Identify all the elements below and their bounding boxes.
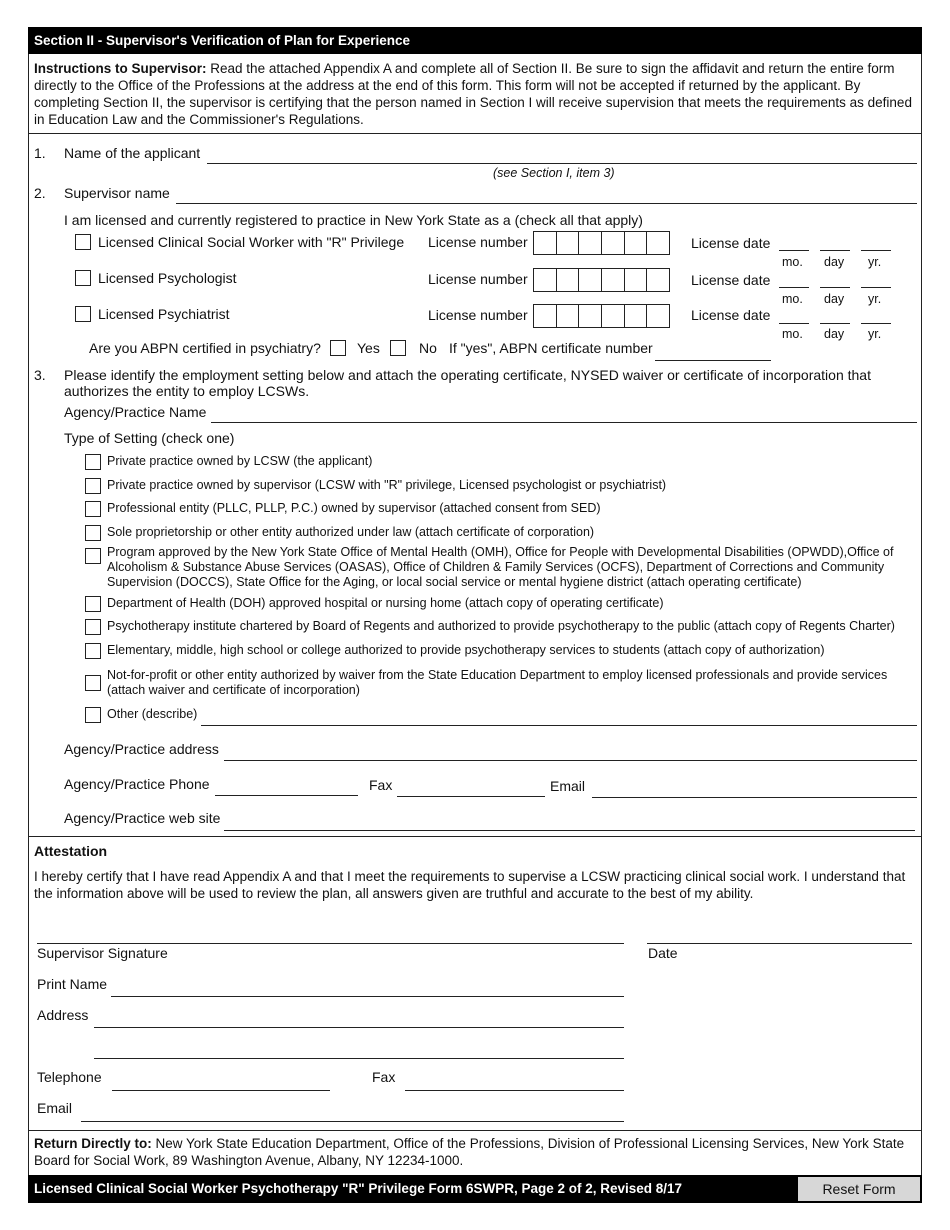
return-label: Return Directly to: (34, 1136, 152, 1151)
item1-number: 1. (34, 145, 46, 161)
abpn-yes-label: Yes (357, 340, 380, 356)
setting-label: Type of Setting (check one) (64, 430, 235, 446)
abpn-yes-checkbox[interactable] (330, 340, 346, 356)
applicant-name-label: Name of the applicant (64, 145, 201, 161)
abpn-number-label: If "yes", ABPN certificate number (449, 340, 653, 356)
setting-label: Other (describe) (107, 707, 198, 721)
license-date-label: License date (691, 235, 771, 251)
license-date-label: License date (691, 307, 771, 323)
lcsw-checkbox[interactable] (75, 234, 91, 250)
agency-phone-field[interactable] (215, 795, 358, 796)
psychologist-label: Licensed Psychologist (98, 270, 237, 286)
item2-number: 2. (34, 185, 46, 201)
psychiatrist-license-number-field[interactable] (533, 304, 670, 328)
license-number-label: License number (428, 307, 528, 323)
setting-label: Department of Health (DOH) approved hospital or nursing home (attach copy of operating certificate) (107, 596, 664, 610)
print-name-label: Print Name (37, 976, 108, 992)
license-number-label: License number (428, 271, 528, 287)
divider (28, 1130, 922, 1131)
setting-checkbox[interactable] (85, 454, 101, 470)
supervisor-name-label: Supervisor name (64, 185, 170, 201)
agency-fax-label: Fax (369, 777, 393, 793)
supervisor-name-field[interactable] (176, 203, 917, 204)
abpn-no-checkbox[interactable] (390, 340, 406, 356)
setting-label: Private practice owned by supervisor (LCSW with "R" privilege, Licensed psychologist or psychiatrist) (107, 478, 667, 492)
agency-address-label: Agency/Practice address (64, 741, 219, 757)
applicant-name-field[interactable] (207, 163, 917, 164)
setting-label: Not-for-profit or other entity authorized by waiver from the State Education Department to employ licensed professionals and provide services (attach waiver and certificate of incorporation) (107, 668, 888, 697)
setting-label: Elementary, middle, high school or college authorized to provide psychotherapy services to students (attach copy of authorization) (107, 643, 825, 657)
setting-label: Program approved by the New York State Office of Mental Health (OMH), Office for People with Developmental Disabilities (OPWDD),Office of Alcoholism & Substance Abuse Services (OASAS), Office of Children & Family Services (OCFS), Department of Corrections and Community Supervision (DOCCS), State Office for the Aging, or local social service or mental hygiene district (attach operating certificate) (107, 545, 894, 589)
licensed-text: I am licensed and currently registered to practice in New York State as a (check all that apply) (64, 212, 643, 228)
divider (28, 836, 922, 837)
license-date-label: License date (691, 272, 771, 288)
signature-date-field[interactable] (647, 943, 912, 944)
agency-address-field[interactable] (224, 760, 917, 761)
instructions (34, 60, 916, 128)
email-label: Email (37, 1100, 73, 1116)
lcsw-date-day-field[interactable] (820, 250, 850, 251)
lcsw-date-yr-field[interactable] (861, 250, 891, 251)
setting-checkbox[interactable] (85, 619, 101, 635)
signature-field[interactable] (37, 943, 624, 944)
email-field[interactable] (81, 1121, 624, 1122)
lcsw-date-mo-field[interactable] (779, 250, 809, 251)
date-yr-label: yr. (868, 292, 882, 306)
date-day-label: day (824, 327, 845, 341)
signature-date-label: Date (648, 945, 678, 961)
fax-label: Fax (372, 1069, 396, 1085)
setting-checkbox[interactable] (85, 675, 101, 691)
date-day-label: day (824, 255, 845, 269)
section-title: Section II - Supervisor's Verification of Plan for Experience (28, 27, 922, 54)
setting-checkbox[interactable] (85, 501, 101, 517)
item3-text-line2: authorizes the entity to employ LCSWs. (64, 383, 310, 399)
reset-form-button[interactable]: Reset Form (798, 1177, 920, 1201)
telephone-label: Telephone (37, 1069, 102, 1085)
setting-label: Sole proprietorship or other entity authorized under law (attach certificate of corporation) (107, 525, 595, 539)
agency-name-field[interactable] (211, 422, 917, 423)
setting-checkbox[interactable] (85, 643, 101, 659)
setting-checkbox[interactable] (85, 525, 101, 541)
applicant-name-note: (see Section I, item 3) (493, 166, 615, 180)
psychologist-checkbox[interactable] (75, 270, 91, 286)
print-name-field[interactable] (111, 996, 624, 997)
psychiatrist-checkbox[interactable] (75, 306, 91, 322)
address-label: Address (37, 1007, 89, 1023)
item3-text-line1: Please identify the employment setting below and attach the operating certificate, NYSED waiver or certificate of incorporation that (64, 367, 871, 383)
other-describe-field[interactable] (201, 725, 917, 726)
item3-number: 3. (34, 367, 46, 383)
psychiatrist-label: Licensed Psychiatrist (98, 306, 230, 322)
address-field-2[interactable] (94, 1058, 624, 1059)
setting-checkbox[interactable] (85, 707, 101, 723)
agency-email-field[interactable] (592, 797, 917, 798)
date-mo-label: mo. (782, 327, 803, 341)
abpn-no-label: No (419, 340, 437, 356)
psychiatrist-date-yr-field[interactable] (861, 323, 891, 324)
setting-label: Professional entity (PLLC, PLLP, P.C.) owned by supervisor (attached consent from SED) (107, 501, 601, 515)
license-number-label: License number (428, 234, 528, 250)
agency-phone-label: Agency/Practice Phone (64, 776, 210, 792)
abpn-number-field[interactable] (655, 360, 771, 361)
date-yr-label: yr. (868, 327, 882, 341)
return-text: New York State Education Department, Office of the Professions, Division of Professional Licensing Services, New York State Board for Social Work, 89 Washington Avenue, Albany, NY 12234-1000. (34, 1136, 905, 1168)
return-address (34, 1135, 916, 1169)
instructions-text: Read the attached Appendix A and complete all of Section II. Be sure to sign the affidavit and return the entire form directly to the Office of the Professions at the address at the end of this form. This form will not be accepted if returned by the applicant. By completing Section II, the supervisor is certifying that the person named in Section I will receive supervision that meets the requirements as defined in Education Law and the Commissioner's Regulations. (34, 61, 912, 127)
psychologist-license-number-field[interactable] (533, 268, 670, 292)
date-day-label: day (824, 292, 845, 306)
date-mo-label: mo. (782, 292, 803, 306)
attestation-title: Attestation (34, 843, 108, 859)
agency-fax-field[interactable] (397, 796, 545, 797)
agency-email-label: Email (550, 778, 586, 794)
divider (28, 133, 922, 134)
telephone-field[interactable] (112, 1090, 330, 1091)
lcsw-license-number-field[interactable] (533, 231, 670, 255)
lcsw-label: Licensed Clinical Social Worker with "R" Privilege (98, 234, 405, 250)
fax-field[interactable] (405, 1090, 624, 1091)
setting-checkbox[interactable] (85, 478, 101, 494)
signature-label: Supervisor Signature (37, 945, 168, 961)
date-mo-label: mo. (782, 255, 803, 269)
psychologist-date-mo-field[interactable] (779, 287, 809, 288)
setting-label: Private practice owned by LCSW (the applicant) (107, 454, 373, 468)
agency-website-label: Agency/Practice web site (64, 810, 221, 826)
setting-checkbox[interactable] (85, 596, 101, 612)
setting-label: Psychotherapy institute chartered by Board of Regents and authorized to provide psychotherapy to the public (attach copy of Regents Charter) (107, 619, 895, 633)
attestation-text: I hereby certify that I have read Appendix A and that I meet the requirements to supervise a LCSW practicing clinical social work. I understand that the information above will be used to review the plan, all answers given are truthful and accurate to the best of my ability. (34, 869, 906, 901)
instructions-label: Instructions to Supervisor: (34, 61, 207, 76)
psychiatrist-date-day-field[interactable] (820, 323, 850, 324)
psychiatrist-date-mo-field[interactable] (779, 323, 809, 324)
psychologist-date-yr-field[interactable] (861, 287, 891, 288)
footer-title: Licensed Clinical Social Worker Psychotherapy "R" Privilege Form 6SWPR, Page 2 of 2, Revised 8/17 (28, 1175, 922, 1203)
setting-checkbox[interactable] (85, 548, 101, 564)
psychologist-date-day-field[interactable] (820, 287, 850, 288)
date-yr-label: yr. (868, 255, 882, 269)
agency-website-field[interactable] (224, 830, 915, 831)
agency-name-label: Agency/Practice Name (64, 404, 207, 420)
address-field-1[interactable] (94, 1027, 624, 1028)
abpn-question: Are you ABPN certified in psychiatry? (89, 340, 321, 356)
